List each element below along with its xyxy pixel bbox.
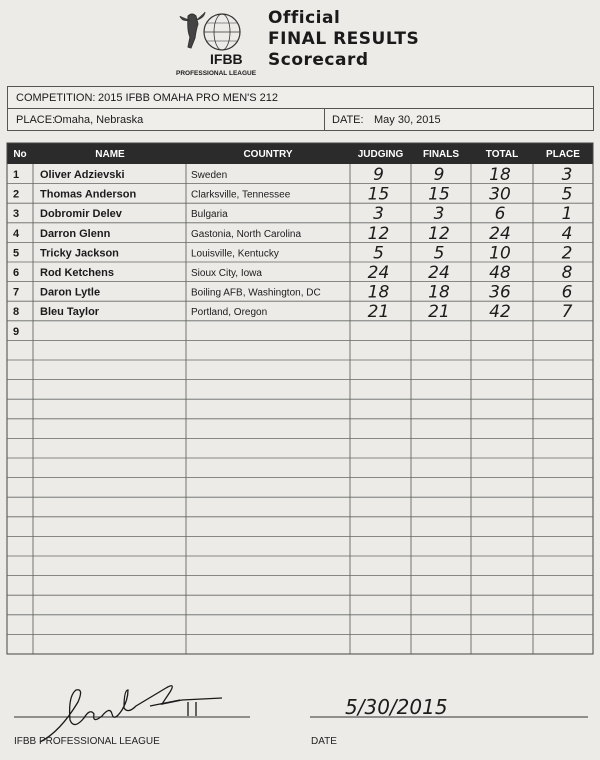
table-cells	[13, 149, 580, 338]
row-number: 1	[13, 169, 20, 181]
competition-value: 2015 IFBB OMAHA PRO MEN'S 212	[98, 92, 279, 104]
title-line-1: Official	[268, 8, 341, 28]
competitor-country: Sioux City, Iowa	[191, 268, 262, 279]
competitor-country: Clarksville, Tennessee	[191, 189, 291, 201]
score-judging: 15	[367, 184, 390, 205]
score-judging: 21	[367, 302, 390, 323]
handwritten-signature	[40, 686, 222, 742]
score-finals: 21	[428, 302, 450, 323]
title-line-2: FINAL RESULTS	[268, 29, 420, 49]
row-number: 7	[13, 286, 20, 299]
row-number: 8	[13, 306, 20, 319]
place-label: PLACE:	[16, 114, 56, 126]
column-header-place: PLACE	[546, 149, 580, 160]
row-number: 2	[13, 188, 20, 201]
score-finals: 24	[428, 263, 450, 283]
competitor-country: Boiling AFB, Washington, DC	[191, 287, 321, 299]
score-place: 2	[561, 243, 573, 264]
row-number: 9	[13, 325, 20, 338]
score-finals: 15	[428, 184, 450, 205]
competitor-name: Oliver Adzievski	[40, 169, 125, 181]
footer-league-label: IFBB PROFESSIONAL LEAGUE	[14, 736, 160, 747]
competitor-country: Louisville, Kentucky	[191, 248, 279, 260]
column-header-judging: JUDGING	[357, 149, 404, 160]
column-header-country: COUNTRY	[243, 149, 293, 160]
score-total: 6	[494, 204, 506, 225]
score-judging: 9	[373, 165, 384, 185]
logo-brand: IFBB	[210, 51, 243, 67]
competitor-name: Daron Lytle	[40, 286, 101, 299]
score-total: 42	[489, 302, 511, 323]
score-place: 5	[561, 184, 573, 205]
score-finals: 9	[433, 165, 445, 185]
competitor-name: Rod Ketchens	[40, 267, 114, 279]
score-place: 1	[561, 204, 573, 225]
score-total: 18	[489, 165, 511, 185]
competitor-country: Gastonia, North Carolina	[191, 228, 302, 240]
row-number: 4	[13, 227, 20, 240]
competitor-name: Darron Glenn	[40, 227, 111, 240]
score-total: 30	[489, 184, 511, 205]
score-finals: 3	[433, 204, 445, 225]
title-line-3: Scorecard	[268, 50, 369, 70]
score-judging: 24	[367, 263, 390, 283]
score-total: 36	[489, 282, 511, 303]
date-label: DATE:	[332, 114, 364, 126]
date-value: May 30, 2015	[374, 114, 441, 126]
score-place: 8	[561, 263, 573, 283]
column-header-total: TOTAL	[485, 149, 519, 160]
score-judging: 5	[373, 243, 384, 264]
handwritten-date: 5/30/2015	[345, 695, 448, 719]
place-value: Omaha, Nebraska	[54, 114, 144, 126]
footer-date-label: DATE	[311, 736, 337, 747]
score-finals: 5	[433, 243, 445, 264]
competitor-name: Dobromir Delev	[40, 208, 122, 221]
column-header-no: No	[13, 149, 27, 160]
competitor-country: Sweden	[191, 170, 228, 181]
competitor-country: Portland, Oregon	[191, 307, 268, 319]
row-number: 5	[13, 247, 20, 260]
logo-sub: PROFESSIONAL LEAGUE	[176, 70, 257, 77]
score-place: 7	[561, 302, 573, 323]
score-total: 24	[489, 223, 511, 244]
score-finals: 12	[428, 223, 450, 244]
competitor-name: Thomas Anderson	[40, 188, 137, 201]
score-finals: 18	[428, 282, 450, 303]
score-judging: 18	[367, 282, 390, 303]
row-number: 3	[13, 208, 20, 221]
competition-label: COMPETITION:	[16, 92, 96, 104]
score-total: 48	[489, 263, 511, 283]
score-judging: 12	[367, 223, 390, 244]
column-header-finals: FINALS	[422, 149, 460, 160]
row-number: 6	[13, 267, 20, 279]
score-judging: 3	[373, 204, 384, 225]
competitor-name: Bleu Taylor	[40, 306, 100, 319]
competitor-name: Tricky Jackson	[40, 247, 119, 260]
competitor-country: Bulgaria	[191, 209, 228, 221]
score-place: 4	[561, 223, 573, 244]
column-header-name: NAME	[95, 149, 125, 160]
score-place: 3	[561, 165, 573, 185]
score-place: 6	[561, 282, 573, 303]
score-total: 10	[489, 243, 511, 264]
